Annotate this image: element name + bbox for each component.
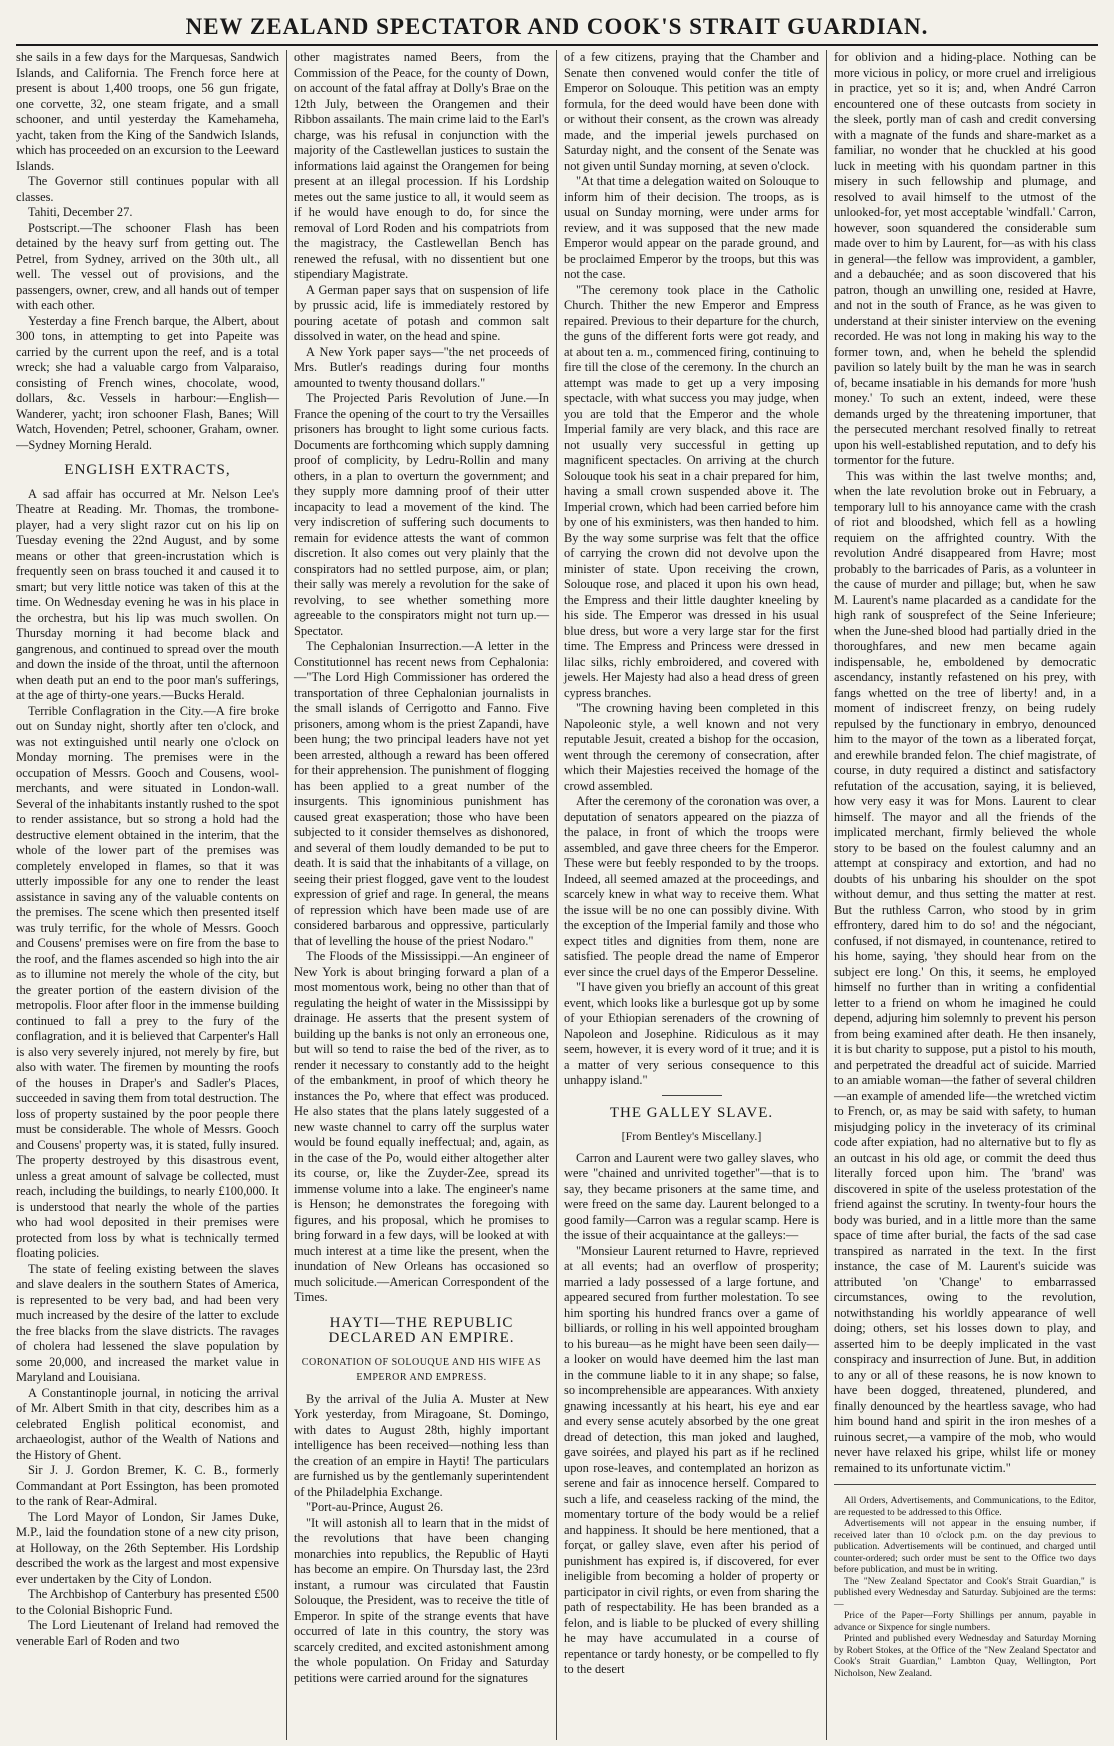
column-2: [286, 50, 556, 1740]
article-paragraph: A sad affair has occurred at Mr. Nelson Lee's Theatre at Reading. Mr. Thomas, the trombone-player, had a very slight razor cut on his lip on Tuesday evening the 22nd August, and by some means or other that green-incrustation which is frequently seen on brass touched it and caused it to smart; but very little notice was taken of this at the time. On Wednesday evening he was in his place in the orchestra, but his lip was much swollen. On Thursday morning it had become black and gangrenous, and continued to spread over the mouth and down the inside of the throat, until the afternoon when death put an end to the poor man's sufferings, at the age of thirty-one years.—Bucks Herald.: [16, 486, 279, 702]
section-subheading: CORONATION OF SOLOUQUE AND HIS WIFE AS EMPEROR AND EMPRESS.: [301, 1356, 542, 1383]
article-paragraph: for oblivion and a hiding-place. Nothing can be more vicious in policy, or more cruel and irreligious in practice, yet so it is; and, when André Carron encountered one of these outcasts from society in the sleek, portly man of cash and credit conversing with a magnate of the funds and share-market as a familiar, no wonder that he chuckled at his good luck in meeting with his quondam partner in this misery in such fellowship and plumage, and resolved to avail himself to the utmost of the unlooked-for, yet most acceptable 'windfall.' Carron, however, soon squandered the considerable sum made over to him by Laurent, for—as with his class in general—the fellow was improvident, a gambler, and a debauchée; and as soon discovered that his patron, though an unwilling one, resided at Havre, and not in the south of France, as he was given to understand at their sinister interview on the evening recorded. He was not long in making his way to the former town, and, when he beheld the splendid pavilion so lately built by the man he was in search of, became insatiable in his demands for more 'hush money.' To such an extent, indeed, were these demands urged by the threatening importuner, that the persecuted merchant resolved finally to retreat upon his well-established reputation, and to defy his tormentor for the future.: [834, 50, 1096, 467]
notice-line: Advertisements will not appear in the ensuing number, if received later than 10 o'clock p.m. on the day previous to publication. Advertisements will be continued, and charged until counter-ordered; such order must be sent to the Office two days before publication, and must be in writing.: [834, 1518, 1096, 1575]
article-paragraph: The Projected Paris Revolution of June.—In France the opening of the court to try the Versailles prisoners has brought to light some curious facts. Documents are forthcoming which supply damning proof of complicity, by Ledru-Rollin and many others, in a plan to overturn the government; and they supply more damning proof of their utter incapacity to lead a movement of the kind. The very indiscretion of suffering such documents to remain for evidence attests the want of common discretion. It also comes out very plainly that the conspirators had no settled purpose, aim, or plan; their sally was merely a revolution for the sake of revolving, to see whether something more agreeable to the conspirators might not turn up.—Spectator.: [294, 391, 549, 638]
section-heading: HAYTI—THE REPUBLIC DECLARED AN EMPIRE.: [328, 1314, 515, 1346]
article-paragraph: Yesterday a fine French barque, the Albert, about 300 tons, in attempting to get into Papeite was carried by the current upon the reef, and is a total wreck; she had a valuable cargo from Valparaiso, consisting of French wines, chocolate, wood, dollars, &c. Vessels in harbour:—English—Wanderer, yacht; iron schooner Flash, Banes; Will Watch, Hovenden; Petrel, schooner, Graham, owner.—Sydney Morning Herald.: [16, 313, 279, 452]
column-1: [16, 50, 286, 1740]
publication-notice: [834, 1495, 1096, 1679]
article-paragraph: "The crowning having been completed in this Napoleonic style, a well known and not very reputable Jesuit, created a bishop for the occasion, went through the ceremony of consecration, after which their Majesties received the homage of the crowd assembled.: [564, 701, 819, 793]
article-paragraph: This was within the last twelve months; and, when the late revolution broke out in February, a temporary lull to his annoyance came with the crash of riot and bloodshed, which fell as a howling requiem on the affrighted country. With the revolution André disappeared from Havre; most probably to the barricades of Paris, as a volunteer in the cause of murder and pillage; but, when he saw M. Laurent's name placarded as a candidate for the high rank of sousprefect of the Seine Inferieure; when the June-shed blood had partially dried in the thoroughfares, and new men became again indispensable, he, emboldened by democratic ascendancy, instantly refastened on his prey, with fangs whetted on the tree of liberty! and, in a moment of indiscreet frenzy, on being rudely repulsed by the functionary in embryo, denounced him to the mayor of the town as a liberated forçat, and erewhile branded felon. The chief magistrate, of course, in duty required a distinct and satisfactory refutation of the accusation, saying, it is believed, how very easy it was for Mons. Laurent to clear himself. The mayor and all the friends of the implicated merchant, firmly believed the whole story to be based on the foulest calumny and an attempt at conspiracy and extortion, and had no doubts of his unbaring his shoulder on the spot without demur, and thus setting the matter at rest. But the ruthless Carron, who stood by in grim effrontery, dared him to do so! and the négociant, confused, if not dismayed, in countenance, retired to his home, saying, 'they should hear from on the subject ere long.' On this, it seems, he employed himself no further than in writing a confidential letter to a friend on whom he imagined he could depend, adjuring him solemnly to prevent his person from being examined after death. He then insanely, it is but charity to suppose, put a pistol to his mouth, and perpetrated the dreadful act of suicide. Married to an amiable woman—the father of several children—an example of amended life—the wretched victim to French, or, as may be said with safety, to human misjudging policy in the inveteracy of its criminal code after expiation, had no alternative but to fly as an outcast in his old age, or commit the deed thus literally forced upon him. The 'brand' was discovered in spite of the useless protestation of the friend against the scrutiny. In twenty-four hours the body was buried, and in a little more than the same space of time after burial, the facts of the sad case transpired as narrated in the text. In the first instance, the case of M. Laurent's suicide was attributed 'on 'Change' to embarrassed circumstances, owing to the revolution, notwithstanding his worldly appearance of well doing; others, set his losses down to play, and asserted him to be deeply implicated in the vast conspiracy and insurrection of June. But, in addition to any or all of these reasons, he is now known to have been dogged, threatened, plundered, and finally denounced by the heartless savage, who had him bound hand and spirit in the iron meshes of a ruinous secret,—a vampire of the mob, who would never have relaxed his gripe, whilst life or money remained to its unfortunate victim.": [834, 468, 1096, 1475]
article-paragraph: After the ceremony of the coronation was over, a deputation of senators appeared on the piazza of the palace, in front of which the troops were assembled, and gave three cheers for the Emperor. These were but feebly responded to by the troops. Indeed, all seemed amazed at the proceedings, and scarcely knew in what way to receive them. What the issue will be no one can possibly divine. With the exception of the Imperial family and those who expect titles and dignities from them, none are satisfied. The people dread the name of Emperor ever since the cruel days of the Emperor Desseline.: [564, 794, 819, 979]
notice-divider: [834, 1484, 1096, 1485]
column-3: [556, 50, 826, 1740]
masthead: NEW ZEALAND SPECTATOR AND COOK'S STRAIT GUARDIAN.: [185, 14, 929, 39]
section-heading: ENGLISH EXTRACTS,: [64, 462, 231, 478]
column-4: [826, 50, 1096, 1740]
notice-line: The "New Zealand Spectator and Cook's Strait Guardian," is published every Wednesday and Saturday. Subjoined are the terms:—: [834, 1575, 1096, 1610]
article-paragraph: "The ceremony took place in the Catholic Church. Thither the new Emperor and Empress repaired. Previous to their departure for the church, the guns of the different forts were got ready, and at about ten a. m., commenced firing, continuing to fire till the close of the ceremony. In the church an attempt was made to get up a very imposing spectacle, with what success you may judge, when you are told that the Emperor and the whole Imperial family are very black, and this race are not usually very successful in getting up magnificent spectacles. On arriving at the church Solouque took his seat in a chair prepared for him, having a small crown suspended above it. The Imperial crown, which had been carried before him by one of his exministers, was then handed to him. By the way some surprise was felt that the office of carrying the crown did not devolve upon the minister of state. Upon receiving the crown, Solouque rose, and placed it upon his own head, the Empress and their little daughter kneeling by his side. The Emperor was dressed in his usual blue dress, but wore a very large star for the first time. The Empress and Princess were dressed in lilac silks, richly embroidered, and covered with jewels. Her Majesty had also a head dress of green cypress branches.: [564, 282, 819, 700]
section-divider: [662, 1095, 722, 1096]
dateline: "Port-au-Prince, August 26.: [306, 1500, 444, 1514]
article-paragraph: "I have given you briefly an account of this great event, which looks like a burlesque got up by some of your Ethiopian serenaders of the crowning of Napoleon and Josephine. Ridiculous as it may seem, however, it is every word of it true; and it is a matter of very serious consequence to this unhappy island.": [564, 980, 819, 1087]
article-source: [From Bentley's Miscellany.]: [621, 1129, 762, 1143]
masthead-rule: [16, 44, 1098, 46]
columns: [16, 50, 1098, 1740]
article-paragraph: The Floods of the Mississippi.—An engineer of New York is about bringing forward a plan of a most momentous work, being no other than that of regulating the height of water in the Mississippi by drainage. He asserts that the present system of building up the banks is not only an erroneous one, but will so tend to raise the bed of the river, as to render it necessary to constantly add to the height of the embankment, in proof of which theory he instances the Po, where that effect was produced. He also states that the plans lately suggested of a new waste channel to carry off the surplus water would be found equally ineffectual; and, again, as in the case of the Po, would either altogether alter its course, or, like the Zuyder-Zee, spread its immense volume into a lake. The engineer's name is Henson; he demonstrates the foregoing with figures, and his proposal, which he promises to bring forward in a few days, will be looked at with much interest at a time like the present, when the inundation of New Orleans has occasioned so much solicitude.—American Correspondent of the Times.: [294, 949, 549, 1304]
article-paragraph: Postscript.—The schooner Flash has been detained by the heavy surf from getting out. The Petrel, from Sydney, arrived on the 30th ult., all well. The vessel out of provisions, and the passengers, owner, crew, and all hands out of temper with each other.: [16, 220, 279, 312]
article-paragraph: other magistrates named Beers, from the Commission of the Peace, for the county of Down, on account of the fatal affray at Dolly's Brae on the 12th July, between the Orangemen and their Ribbon assailants. The main crime laid to the Earl's charge, was his refusal in conjunction with the majority of the Castlewellan justices to sustain the informations laid against the Orangemen for being present at an illegal procession. If his Lordship metes out the same justice to all, it would seem as if he would have enough to do, for since the removal of Lord Roden and his compatriots from the magistracy, the Castlewellan Bench has renewed the refusal, with no dissentient but one stipendiary Magistrate.: [294, 50, 549, 281]
notice-line: Price of the Paper—Forty Shillings per annum, payable in advance or Sixpence for single numbers.: [834, 1610, 1096, 1633]
notice-line: All Orders, Advertisements, and Communications, to the Editor, are requested to be addressed to this Office.: [834, 1495, 1096, 1518]
article-paragraph: The Lord Mayor of London, Sir James Duke, M.P., laid the foundation stone of a new city prison, at Holloway, on the 26th September. His Lordship described the work as the largest and most expensive ever undertaken by the City of London.: [16, 1509, 279, 1586]
article-paragraph: A New York paper says—"the net proceeds of Mrs. Butler's readings during four months amounted to twenty thousand dollars.": [294, 344, 549, 390]
notice-line: Printed and published every Wednesday and Saturday Morning by Robert Stokes, at the Office of the "New Zealand Spectator and Cook's Strait Guardian," Lambton Quay, Wellington, Port Nicholson, New Zealand.: [834, 1633, 1096, 1679]
article-paragraph: The Lord Lieutenant of Ireland had removed the venerable Earl of Roden and two: [16, 1618, 279, 1648]
article-paragraph: Carron and Laurent were two galley slaves, who were "chained and unrivited together"—that is to say, they became prisoners at the same time, and were freed on the same day. Laurent belonged to a good family—Carron was a regular scamp. Here is the issue of their acquaintance at the galleys:—: [564, 1150, 819, 1242]
article-paragraph: Terrible Conflagration in the City.—A fire broke out on Sunday night, shortly after ten o'clock, and was not extinguished until nearly one o'clock on Monday morning. The premises were in the occupation of Messrs. Gooch and Cousens, wool-merchants, and were situated in London-wall. Several of the inhabitants instantly rushed to the spot to render assistance, but so strong a hold had the destructive element obtained in the interim, that the whole of the lower part of the premises was completely enveloped in flames, so that it was utterly impossible for any one to render the least assistance in saving any of the valuable contents on the premises. The scene which then presented itself was truly terrific, for the whole of Messrs. Gooch and Cousens' premises were on fire from the base to the roof, and the flames ascended so high into the air as to illumine not merely the whole of the city, but the greater portion of the eastern division of the metropolis. Floor after floor in the immense building continued to fall a prey to the fury of the conflagration, and it is believed that Carpenter's Hall is also very severely injured, not merely by fire, but also with water. The firemen by mounting the roofs of the houses in Draper's and Sadler's Places, succeeded in saving them from total destruction. The loss of property sustained by the poor people there must be considerable. The whole of Messrs. Gooch and Cousens' property was, it is stated, fully insured. The property destroyed by this disastrous event, unless a great amount of salvage be collected, must reach, including the buildings, to nearly £100,000. It is understood that nearly the whole of the parties who had wool deposited in their premises were protected from loss by what is technically termed floating policies.: [16, 703, 279, 1260]
article-paragraph: of a few citizens, praying that the Chamber and Senate then convened would confer the title of Emperor on Solouque. This petition was an empty formula, for the deed would have been done with or without their consent, as the crown was already made, and the imperial jewels purchased on Saturday night, and the consent of the Senate was not given until Sunday morning, at seven o'clock.: [564, 50, 819, 173]
article-paragraph: A Constantinople journal, in noticing the arrival of Mr. Albert Smith in that city, describes him as a celebrated English political economist, and archaeologist, author of the Wealth of Nations and the History of Ghent.: [16, 1385, 279, 1462]
article-paragraph: The Cephalonian Insurrection.—A letter in the Constitutionnel has recent news from Cephalonia:—"The Lord High Commissioner has ordered the transportation of three Cephalonian journalists in the small islands of Cerrigotto and Fanno. Five prisoners, among whom is the priest Zapandi, have been hung; the two principal leaders have not yet been arrested, although a reward has been offered for their apprehension. The punishment of flogging has been applied to a great number of the insurgents. This ignominious punishment has caused great exasperation; those who have been subjected to it consider themselves as dishonored, and several of them loudly demanded to be put to death. It is said that the inhabitants of a village, on seeing their priest flogged, gave vent to the loudest expression of grief and rage. In general, the means of repression which have been made use of are considered barbarous and oppressive, particularly that of levelling the house of the priest Nodaro.": [294, 639, 549, 948]
article-paragraph: The Governor still continues popular with all classes.: [16, 174, 279, 204]
article-paragraph: A German paper says that on suspension of life by prussic acid, life is immediately restored by pouring acetate of potash and common salt dissolved in water, on the head and spine.: [294, 282, 549, 343]
dateline: Tahiti, December 27.: [28, 205, 133, 219]
article-paragraph: "At that time a delegation waited on Solouque to inform him of their decision. The troops, as is usual on Sunday morning, were under arms for review, and it was supposed that the new made Emperor would appear on the parade ground, and be proclaimed Emperor by the troops, but this was not the case.: [564, 174, 819, 281]
article-paragraph: "Monsieur Laurent returned to Havre, reprieved at all events; had an overflow of prosperity; married a lady possessed of a large fortune, and appeared secured from further molestation. To see him sporting his hundred francs over a game of billiards, or rolling in his well appointed brougham to his bureau—as he might have been seen daily—a looker on would have deemed him the last man in the commune liable to it in any shape; so false, so incomprehensible are appearances. With anxiety gnawing incessantly at his heart, his eye and ear and every sense acutely absorbed by the one great dread of detection, this man joked and laughed, gave soirées, and played his part as if he reclined upon rose-leaves, and contemplated an horizon as serene and fair as innocence herself. Compared to such a life, and ceaseless racking of the mind, the momentary torture of the body would be a relief and happiness. It should be here mentioned, that a forçat, or galley slave, even after his period of punishment has expired is, if discovered, for ever ineligible from becoming a holder of property or participator in civil rights, or even from sharing the path of respectability. He has been branded as a felon, and is liable to be plucked of every shilling he may have accumulated in a course of repentance or tardy honesty, or be compelled to fly to the desert: [564, 1243, 819, 1676]
article-paragraph: she sails in a few days for the Marquesas, Sandwich Islands, and California. The French force here at present is about 1,400 troops, one 56 gun frigate, one corvette, 32, one steam frigate, and a small schooner, and until yesterday the Kamehameha, yacht, taken from the King of the Sandwich Islands, which has proceeded on an excursion to the Leeward Islands.: [16, 50, 279, 173]
article-paragraph: The state of feeling existing between the slaves and slave dealers in the southern States of America, is represented to be very bad, and had been very much increased by the desire of the latter to exclude the free blacks from the slave districts. The ravages of cholera had lessened the slave population by some 20,000, and increased the market value in Maryland and Louisiana.: [16, 1261, 279, 1384]
article-paragraph: The Archbishop of Canterbury has presented £500 to the Colonial Bishopric Fund.: [16, 1587, 279, 1617]
article-paragraph: Sir J. J. Gordon Bremer, K. C. B., formerly Commandant at Port Essington, has been promoted to the rank of Rear-Admiral.: [16, 1463, 279, 1508]
section-heading: THE GALLEY SLAVE.: [609, 1104, 774, 1121]
article-paragraph: By the arrival of the Julia A. Muster at New York yesterday, from Miragoane, St. Domingo, with dates to August 28th, highly important intelligence has been received—nothing less than the creation of an empire in Hayti! The particulars are furnished us by the gentlemanly superintendent of the Philadelphia Exchange.: [294, 1391, 549, 1499]
article-paragraph: "It will astonish all to learn that in the midst of the revolutions that have been changing monarchies into republics, the Republic of Hayti has become an empire. On Thursday last, the 23rd instant, a rumour was circulated that Faustin Solouque, the President, was to receive the title of Emperor. In spite of the strange events that have occurred of late in this country, the story was scarcely credited, and excited astonishment among the whole population. On Friday and Saturday petitions were carried around for the signatures: [294, 1515, 549, 1685]
